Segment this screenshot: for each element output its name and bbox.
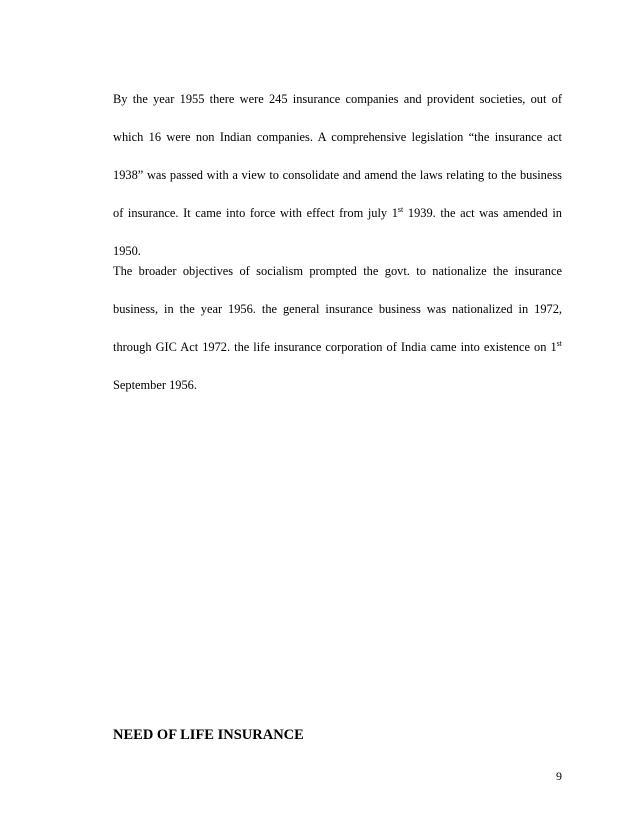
superscript: st: [397, 204, 404, 214]
text-fragment: 1939. the act was amended in: [403, 206, 562, 220]
text-line: September 1956.: [113, 378, 197, 392]
text-line: 1950.: [113, 244, 141, 258]
paragraph-history: [113, 90, 562, 280]
page-number: 9: [556, 769, 562, 783]
text-fragment: of insurance. It came into force with effect from july 1: [113, 206, 398, 220]
text-line: [113, 338, 562, 376]
section-heading: NEED OF LIFE INSURANCE: [113, 727, 304, 743]
text-line: business, in the year 1956. the general insurance business was nationalized in 1972,: [113, 302, 562, 316]
text-line: 1938” was passed with a view to consolidate and amend the laws relating to the business: [113, 168, 562, 182]
text-fragment: through GIC Act 1972. the life insurance corporation of India came into existence on 1: [113, 340, 557, 354]
text-line: which 16 were non Indian companies. A comprehensive legislation “the insurance act: [113, 130, 562, 144]
text-line: [113, 204, 562, 242]
paragraph-nationalization: [113, 262, 562, 414]
superscript: st: [556, 338, 562, 348]
text-line: By the year 1955 there were 245 insurance companies and provident societies, out of: [113, 92, 562, 106]
text-line: The broader objectives of socialism prompted the govt. to nationalize the insurance: [113, 264, 562, 278]
